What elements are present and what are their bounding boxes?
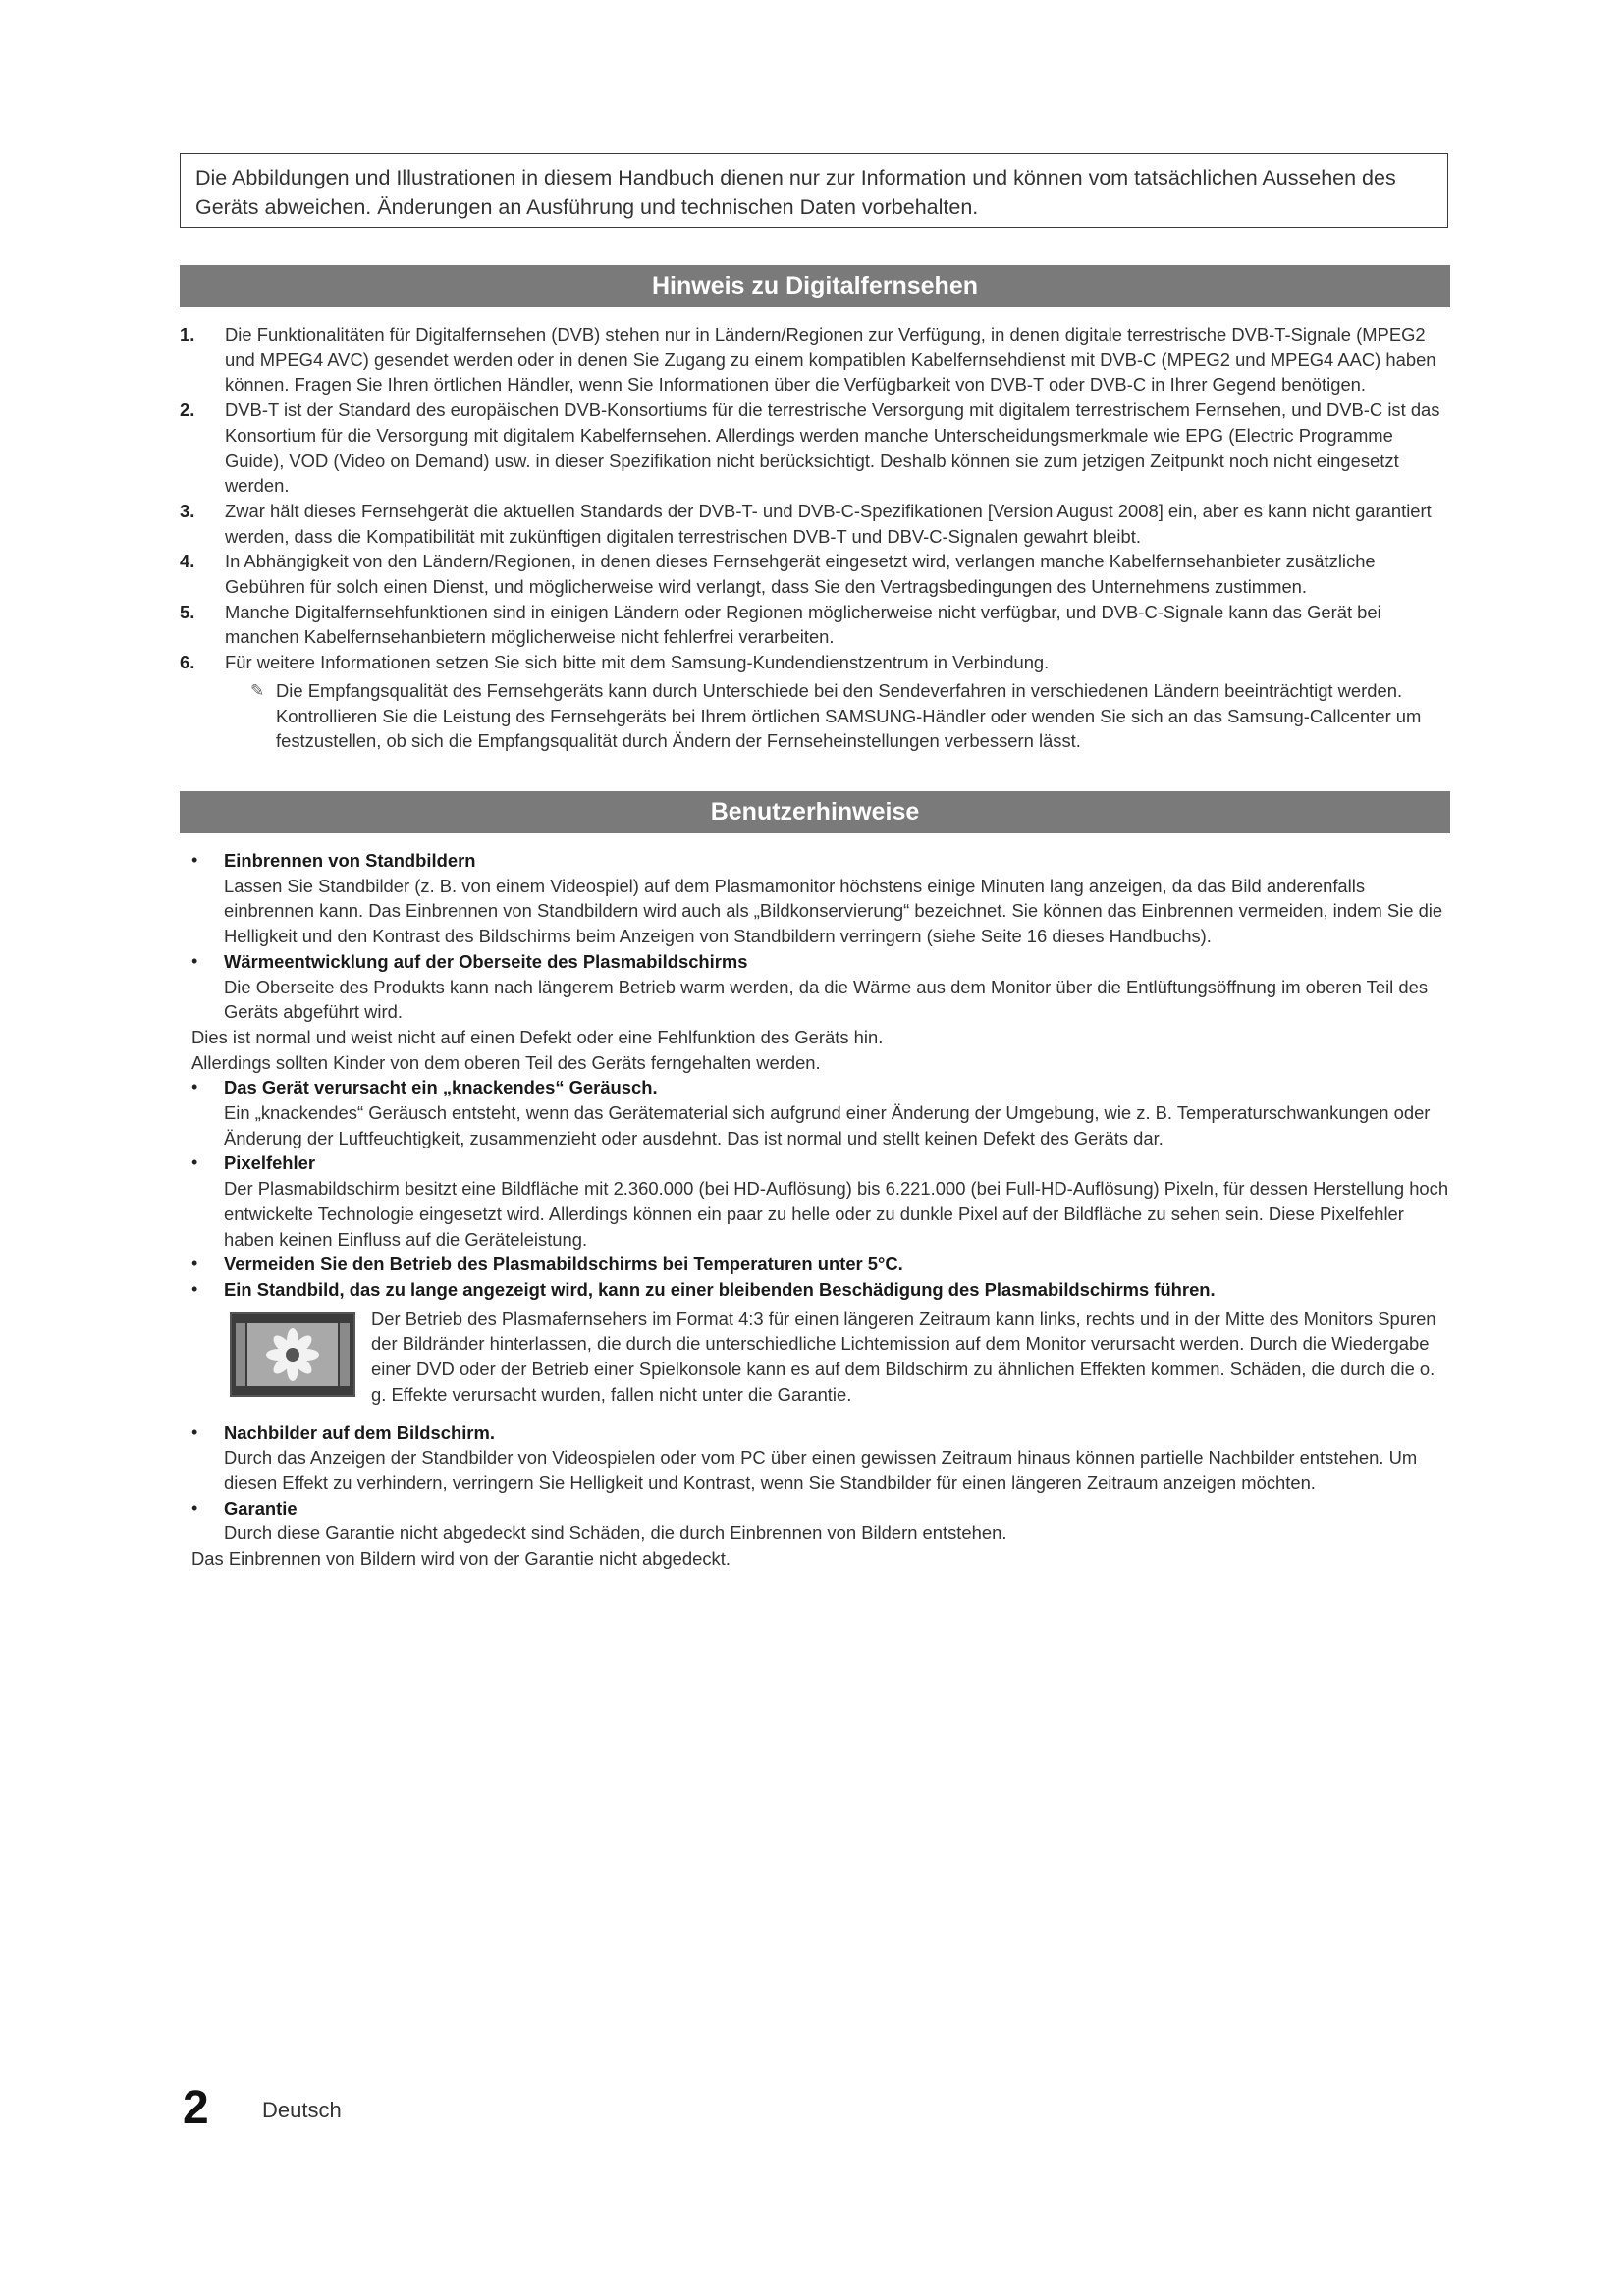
bullet-text: Die Oberseite des Produkts kann nach längerem Betrieb warm werden, da die Wärme aus dem Monitor über die Entlüftungsöffnung im oberen Teil des Geräts abgeführt wird. — [224, 976, 1429, 1023]
bullet-title: Pixelfehler — [224, 1152, 316, 1174]
bullet-item — [191, 1252, 1450, 1277]
section-title-user-notes: Benutzerhinweise — [180, 791, 1450, 833]
list-item — [180, 322, 1448, 398]
bullet-item — [191, 949, 1450, 1025]
list-item — [180, 499, 1448, 549]
disclaimer-text: Die Abbildungen und Illustrationen in diesem Handbuch dienen nur zur Information und können vom tatsächlichen Aussehen des Geräts abweichen. Änderungen an Ausführung und technischen Daten vorbehalten. — [195, 166, 1396, 219]
user-notes-content — [191, 848, 1450, 1572]
bullet-icon: • — [191, 1278, 198, 1299]
bullet-title: Einbrennen von Standbildern — [224, 850, 476, 871]
list-item — [180, 398, 1448, 499]
flower-image — [247, 1323, 338, 1386]
bullet-item — [191, 1420, 1450, 1496]
item-text: In Abhängigkeit von den Ländern/Regionen, in denen dieses Fernsehgerät eingesetzt wird, verlangen manche Kabelfernsehanbieter zusätzliche Gebühren für solch einen Dienst, und möglicherweise wird verlangt, dass Sie den Vertragsbedingungen des Unternehmens zustimmen. — [225, 551, 1376, 598]
item-number: 6. — [180, 652, 195, 673]
item-number: 1. — [180, 324, 195, 345]
bullet-icon: • — [191, 1254, 198, 1274]
tv-flower-thumbnail — [230, 1312, 355, 1397]
item-number: 2. — [180, 400, 195, 421]
list-item — [180, 600, 1448, 650]
item-number: 3. — [180, 500, 195, 521]
item-text: Zwar hält dieses Fernsehgerät die aktuellen Standards der DVB-T- und DVB-C-Spezifikationen [Version August 2008] ein, aber es kann nicht garantiert werden, dass die Kompatibilität mit zukünftigen digitalen terrestrischen DVB-T und DBV-C-Signalen gewahrt bleibt. — [225, 500, 1432, 547]
bullet-icon: • — [191, 1152, 198, 1173]
image-note — [191, 1307, 1450, 1409]
pillarbox-right — [340, 1323, 350, 1386]
list-item — [180, 549, 1448, 599]
image-note-text: Der Betrieb des Plasmafernsehers im Format 4:3 für einen längeren Zeitraum kann links, rechts und in der Mitte des Monitors Spuren der Bildränder hinterlassen, die durch die unterschiedliche Lichtemission auf dem Monitor verursacht werden. Durch die Wiedergabe einer DVD oder der Betrieb einer Spielkonsole kann es auf dem Bildschirm zu ähnlichen Effekten kommen. Schäden, die durch die o. g. Effekte verursacht wurden, fallen nicht unter die Garantie. — [371, 1308, 1436, 1405]
bullet-text: Durch das Anzeigen der Standbilder von Videospielen oder vom PC über einen gewissen Zeitraum hinaus können partielle Nachbilder entstehen. Um diesen Effekt zu verhindern, verringern Sie Helligkeit und Kontrast, wenn Sie Standbilder für einen längeren Zeitraum anzeigen möchten. — [224, 1447, 1418, 1494]
digital-tv-list — [180, 322, 1448, 754]
thumbnail-screen — [247, 1323, 338, 1386]
bullet-item — [191, 1277, 1450, 1303]
bullet-title: Ein Standbild, das zu lange angezeigt wird, kann zu einer bleibenden Beschädigung des Plasmabildschirms führen. — [224, 1278, 1216, 1300]
bullet-title: Nachbilder auf dem Bildschirm. — [224, 1421, 495, 1443]
bullet-text: Durch diese Garantie nicht abgedeckt sind Schäden, die durch Einbrennen von Bildern entstehen. — [224, 1522, 1007, 1544]
note-pencil-icon: ✎ — [250, 680, 265, 700]
list-item — [180, 650, 1448, 675]
item-number: 4. — [180, 551, 195, 572]
bullet-title: Wärmeentwicklung auf der Oberseite des Plasmabildschirms — [224, 950, 748, 972]
bullet-item — [191, 848, 1450, 949]
bullet-item — [191, 1150, 1450, 1252]
plain-text: Dies ist normal und weist nicht auf einen Defekt oder eine Fehlfunktion des Geräts hin. — [191, 1026, 884, 1047]
note-text: Die Empfangsqualität des Fernsehgeräts kann durch Unterschiede bei den Sendeverfahren in verschiedenen Ländern beeinträchtigt werden. Kontrollieren Sie die Leistung des Fernsehgeräts bei Ihrem örtlichen SAMSUNG-Händler oder wenden Sie sich an das Samsung-Callcenter um festzustellen, ob sich die Empfangsqualität durch Ändern der Fernseheinstellungen verbessern lässt. — [276, 679, 1422, 752]
bullet-text: Der Plasmabildschirm besitzt eine Bildfläche mit 2.360.000 (bei HD-Auflösung) bis 6.221.000 (bei Full-HD-Auflösung) Pixeln, für dessen Herstellung hoch entwickelte Technologie eingesetzt wird. Allerdings können ein paar zu helle oder zu dunkle Pixel auf der Bildfläche zu sehen sein. Diese Pixelfehler haben keinen Einfluss auf die Geräteleistung. — [224, 1178, 1449, 1250]
bullet-title: Vermeiden Sie den Betrieb des Plasmabildschirms bei Temperaturen unter 5°C. — [224, 1254, 903, 1275]
bullet-title: Das Gerät verursacht ein „knackendes“ Geräusch. — [224, 1077, 658, 1098]
footer-language: Deutsch — [262, 2098, 342, 2122]
bullet-text: Lassen Sie Standbilder (z. B. von einem Videospiel) auf dem Plasmamonitor höchstens einige Minuten lang anzeigen, da das Bild anderenfalls einbrennen kann. Das Einbrennen von Standbildern wird auch als „Bildkonservierung“ bezeichnet. Sie können das Einbrennen vermeiden, indem Sie die Helligkeit und den Kontrast des Bildschirms beim Anzeigen von Standbildern verringern (siehe Seite 16 dieses Handbuchs). — [224, 875, 1443, 947]
item-text: Die Funktionalitäten für Digitalfernsehen (DVB) stehen nur in Ländern/Regionen zur Verfügung, in denen digitale terrestrische DVB-T-Signale (MPEG2 und MPEG4 AVC) gesendet werden oder in denen Sie Zugang zu einem kompatiblen Kabelfernsehdienst mit DVB-C (MPEG2 und MPEG4 AAC) haben können. Fragen Sie Ihren örtlichen Händler, wenn Sie Informationen über die Verfügbarkeit von DVB-T oder DVB-C in Ihrer Gegend benötigen. — [225, 324, 1436, 396]
bullet-icon: • — [191, 950, 198, 971]
bullet-text: Ein „knackendes“ Geräusch entsteht, wenn das Gerätematerial sich aufgrund einer Änderung der Umgebung, wie z. B. Temperaturschwankungen oder Änderung der Luftfeuchtigkeit, zusammenzieht oder ausdehnt. Das ist normal und stellt keinen Defekt des Geräts dar. — [224, 1102, 1431, 1148]
note — [180, 678, 1448, 754]
item-text: Für weitere Informationen setzen Sie sich bitte mit dem Samsung-Kundendienstzentrum in Verbindung. — [225, 652, 1050, 673]
bullet-title: Garantie — [224, 1497, 298, 1519]
item-text: Manche Digitalfernsehfunktionen sind in einigen Ländern oder Regionen möglicherweise nicht verfügbar, und DVB-C-Signale kann das Gerät bei manchen Kabelfernsehanbietern möglicherweise nicht fehlerfrei verarbeiten. — [225, 601, 1381, 648]
plain-text: Das Einbrennen von Bildern wird von der Garantie nicht abgedeckt. — [191, 1548, 731, 1570]
section-title-digital-tv: Hinweis zu Digitalfernsehen — [180, 265, 1450, 307]
bullet-item — [191, 1075, 1450, 1150]
pillarbox-left — [236, 1323, 245, 1386]
item-number: 5. — [180, 601, 195, 622]
bullet-icon: • — [191, 850, 198, 870]
bullet-icon: • — [191, 1421, 198, 1442]
bullet-item — [191, 1496, 1450, 1546]
page-number: 2 — [183, 2082, 209, 2134]
disclaimer-box — [180, 153, 1448, 228]
bullet-icon: • — [191, 1497, 198, 1518]
item-text: DVB-T ist der Standard des europäischen DVB-Konsortiums für die terrestrische Versorgung mit digitalem terrestrischem Fernsehen, und DVB-C ist das Konsortium für die Versorgung mit digitalem Kabelfernsehen. Allerdings werden manche Unterscheidungsmerkmale wie EPG (Electric Programme Guide), VOD (Video on Demand) usw. in dieser Spezifikation nicht berücksichtigt. Deshalb können sie zum jetzigen Zeitpunkt noch nicht eingesetzt werden. — [225, 400, 1440, 497]
bullet-icon: • — [191, 1077, 198, 1097]
plain-text: Allerdings sollten Kinder von dem oberen Teil des Geräts ferngehalten werden. — [191, 1051, 821, 1073]
